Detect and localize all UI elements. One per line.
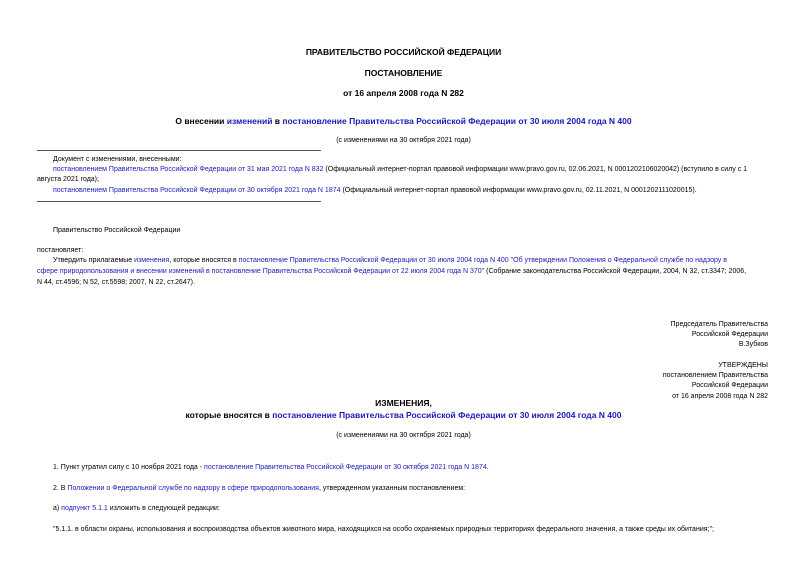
title-text-2: в — [272, 116, 283, 126]
divider-top — [37, 150, 321, 151]
title-amended-note: (с изменениями на 30 октября 2021 года) — [336, 137, 471, 144]
changes-link-resolution-400[interactable]: постановление Правительства Российской Федерации от 30 июля 2004 года N 400 — [272, 410, 622, 420]
signature-country: Российской Федерации — [691, 331, 768, 338]
body-approve-line-2 — [37, 266, 746, 277]
amendment-link-832[interactable]: постановлением Правительства Российской Федерации от 31 мая 2021 года N 832 — [53, 166, 324, 173]
approved-heading: УТВЕРЖДЕНЫ — [718, 362, 768, 369]
changes-subheading — [0, 410, 807, 420]
changes-heading: ИЗМЕНЕНИЯ, — [375, 398, 432, 408]
change-1-end: . — [486, 464, 489, 471]
change-a-text-b: изложить в следующей редакции: — [107, 505, 220, 512]
changes-amended-note: (с изменениями на 30 октября 2021 года) — [336, 432, 471, 439]
approve-link-changes[interactable]: изменения — [134, 257, 170, 264]
amendments-intro: Документ с изменениями, внесенными: — [53, 156, 182, 163]
body-government: Правительство Российской Федерации — [53, 227, 181, 234]
approve-link-resolution-400[interactable]: постановление Правительства Российской Федерации от 30 июля 2004 года N 400 "Об утверждении Положения о Федеральной службе по надзору в — [238, 257, 727, 264]
change-1-text: 1. Пункт утратил силу с 10 ноября 2021 года - — [53, 464, 205, 471]
approve-text-a: Утвердить прилагаемые — [53, 257, 135, 264]
approve-link-resolution-400-cont[interactable]: сфере природопользования и внесении изменений в постановление Правительства Российской Федерации от 22 июля 2004 года N 370" — [37, 268, 485, 275]
approve-text-c: (Собрание законодательства Российской Федерации, 2004, N 32, ст.3347; 2006, — [484, 268, 747, 275]
change-item-2 — [53, 483, 465, 494]
document-type: ПОСТАНОВЛЕНИЕ — [364, 68, 443, 78]
change-a-link-subclause[interactable]: подпункт 5.1.1 — [61, 505, 108, 512]
approved-date: от 16 апреля 2008 года N 282 — [672, 393, 768, 400]
amendment-item-2-text: (Официальный интернет-портал правовой информации www.pravo.gov.ru, 02.11.2021, N 0001202111020015). — [340, 187, 697, 194]
signature-title: Председатель Правительства — [670, 321, 768, 328]
title-link-changes[interactable]: изменений — [226, 116, 273, 126]
government-heading: ПРАВИТЕЛЬСТВО РОССИЙСКОЙ ФЕДЕРАЦИИ — [305, 47, 502, 57]
body-resolves: постановляет: — [37, 247, 84, 254]
amendment-item-1-cont: августа 2021 года); — [37, 176, 99, 183]
body-approve-line-1 — [53, 255, 727, 266]
signature-name: В.Зубков — [738, 341, 768, 348]
change-a-text-a: а) — [53, 505, 62, 512]
approved-country: Российской Федерации — [691, 382, 768, 389]
document-title — [0, 116, 807, 126]
approved-by: постановлением Правительства — [662, 372, 768, 379]
change-2-text-a: 2. В — [53, 485, 68, 492]
title-link-resolution-400[interactable]: постановление Правительства Российской Федерации от 30 июля 2004 года N 400 — [282, 116, 632, 126]
change-item-a — [53, 503, 220, 514]
amendment-item-1 — [53, 164, 747, 175]
amendment-item-1-text: (Официальный интернет-портал правовой информации www.pravo.gov.ru, 02.06.2021, N 0001202106020042) (вступило в силу с 1 — [323, 166, 748, 173]
amendment-item-2 — [53, 185, 697, 196]
change-item-1 — [53, 462, 489, 473]
change-quote: "5.1.1. в области охраны, использования и воспроизводства объектов животного мира, находящихся на особо охраняемых природных территориях федерального значения, а также среды их обитания;"; — [53, 526, 714, 533]
document-date-number: от 16 апреля 2008 года N 282 — [343, 88, 464, 98]
title-text-1: О внесении — [175, 116, 227, 126]
change-1-link-1874[interactable]: постановление Правительства Российской Федерации от 30 октября 2021 года N 1874 — [204, 464, 487, 471]
body-approve-line-3: N 44, ст.4596; N 52, ст.5598; 2007, N 22, ст.2647). — [37, 279, 195, 286]
change-2-text-b: , утвержденном указанным постановлением: — [318, 485, 466, 492]
amendment-link-1874[interactable]: постановлением Правительства Российской Федерации от 30 октября 2021 года N 1874 — [53, 187, 341, 194]
approve-text-b: , которые вносятся в — [169, 257, 239, 264]
changes-sub-text: которые вносятся в — [185, 410, 273, 420]
divider-bottom — [37, 201, 321, 202]
change-2-link-regulation[interactable]: Положении о Федеральной службе по надзору в сфере природопользования — [67, 485, 319, 492]
